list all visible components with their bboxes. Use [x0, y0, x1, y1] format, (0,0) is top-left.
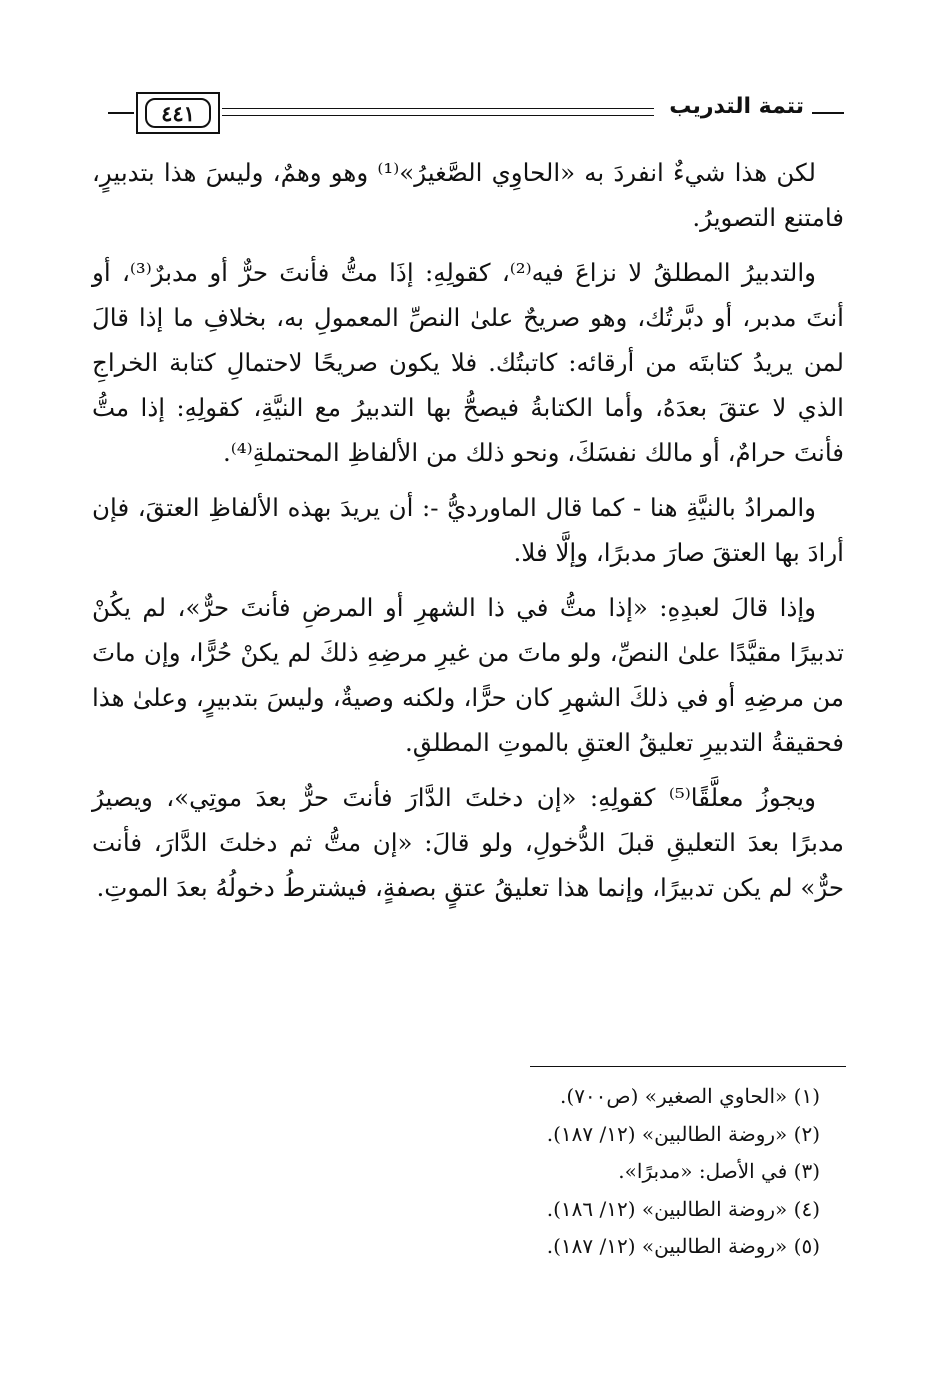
- footnote: (٤) «روضة الطالبين» (١٢/ ١٨٦).: [546, 1196, 820, 1221]
- footnotes: [490, 1078, 820, 1266]
- page-header: [108, 92, 844, 136]
- paragraph: والتدبيرُ المطلقُ لا نزاعَ فيه⁽²⁾، كقولِهِ: إذَا متُّ فأنتَ حرٌّ أو مدبرٌ⁽³⁾، أو أنتَ مدبر، أو دبَّرتُك، وهو صريحٌ علىٰ النصِّ المعمولِ به، بخلافِ ما إذا قالَ لمن يريدُ كتابتَه من أرقائه: كاتبتُك. فلا يكون صريحًا لاحتمالِ كتابة الخراجِ الذي لا عتقَ بعدَهُ، وأما الكتابةُ فيصحُّ بها التدبيرُ مع النيَّةِ، كقولِهِ: إذا متُّ فأنتَ حرامٌ، أو مالك نفسَكَ، ونحو ذلك من الألفاظِ المحتملةِ⁽⁴⁾.: [92, 258, 844, 467]
- page-number-frame: [136, 92, 220, 134]
- footnote-separator: [530, 1066, 846, 1067]
- paragraph: لكن هذا شيءٌ انفردَ به «الحاوِي الصَّغيرُ»⁽¹⁾ وهو وهمٌ، وليسَ هذا بتدبيرٍ، فامتنع التصويرُ.: [92, 158, 844, 232]
- footnote: (٥) «روضة الطالبين» (١٢/ ١٨٧).: [546, 1234, 820, 1258]
- footnote: (٢) «روضة الطالبين» (١٢/ ١٨٧).: [546, 1121, 820, 1146]
- header-double-rule: [222, 108, 654, 116]
- paragraph: وإذا قالَ لعبدِهِ: «إذا متُّ في ذا الشهرِ أو المرضِ فأنتَ حرٌّ»، لم يكُنْ تدبيرًا مقيَّدًا علىٰ النصِّ، ولو ماتَ من غيرِ مرضِهِ ذلكَ لم يكنْ حُرًّا، وإن ماتَ من مرضِهِ أو في ذلكَ الشهرِ كان حرًّا، ولكنه وصيةٌ، وليسَ بتدبيرٍ، وعلىٰ هذا فحقيقةُ التدبيرِ تعليقُ العتقِ بالموتِ المطلقِ.: [92, 593, 844, 757]
- footnote: (١) «الحاوي الصغير» (ص٧٠٠).: [560, 1084, 820, 1108]
- running-title: تتمة التدريب: [669, 94, 804, 119]
- main-text: [92, 150, 844, 920]
- footnote: (٣) في الأصل: «مدبرًا».: [618, 1159, 820, 1183]
- paragraph: والمرادُ بالنيَّةِ هنا - كما قال الماورديُّ -: أن يريدَ بهذه الألفاظِ العتقَ، فإن أرادَ بها العتقَ صارَ مدبرًا، وإلَّا فلا.: [92, 493, 844, 567]
- page-number: ٤٤١: [145, 98, 211, 128]
- header-left-tick: [108, 112, 134, 114]
- header-right-tick: [812, 112, 844, 114]
- paragraph: ويجوزُ معلَّقًا⁽⁵⁾ كقولِهِ: «إن دخلتَ الدَّارَ فأنتَ حرٌّ بعدَ موتِي»، ويصيرُ مدبرًا بعدَ التعليقِ قبلَ الدُّخولِ، ولو قالَ: «إن متُّ ثم دخلتَ الدَّارَ، فأنت حرٌّ» لم يكن تدبيرًا، وإنما هذا تعليقُ عتقٍ بصفةٍ، فيشترطُ دخولُهُ بعدَ الموتِ.: [92, 783, 844, 902]
